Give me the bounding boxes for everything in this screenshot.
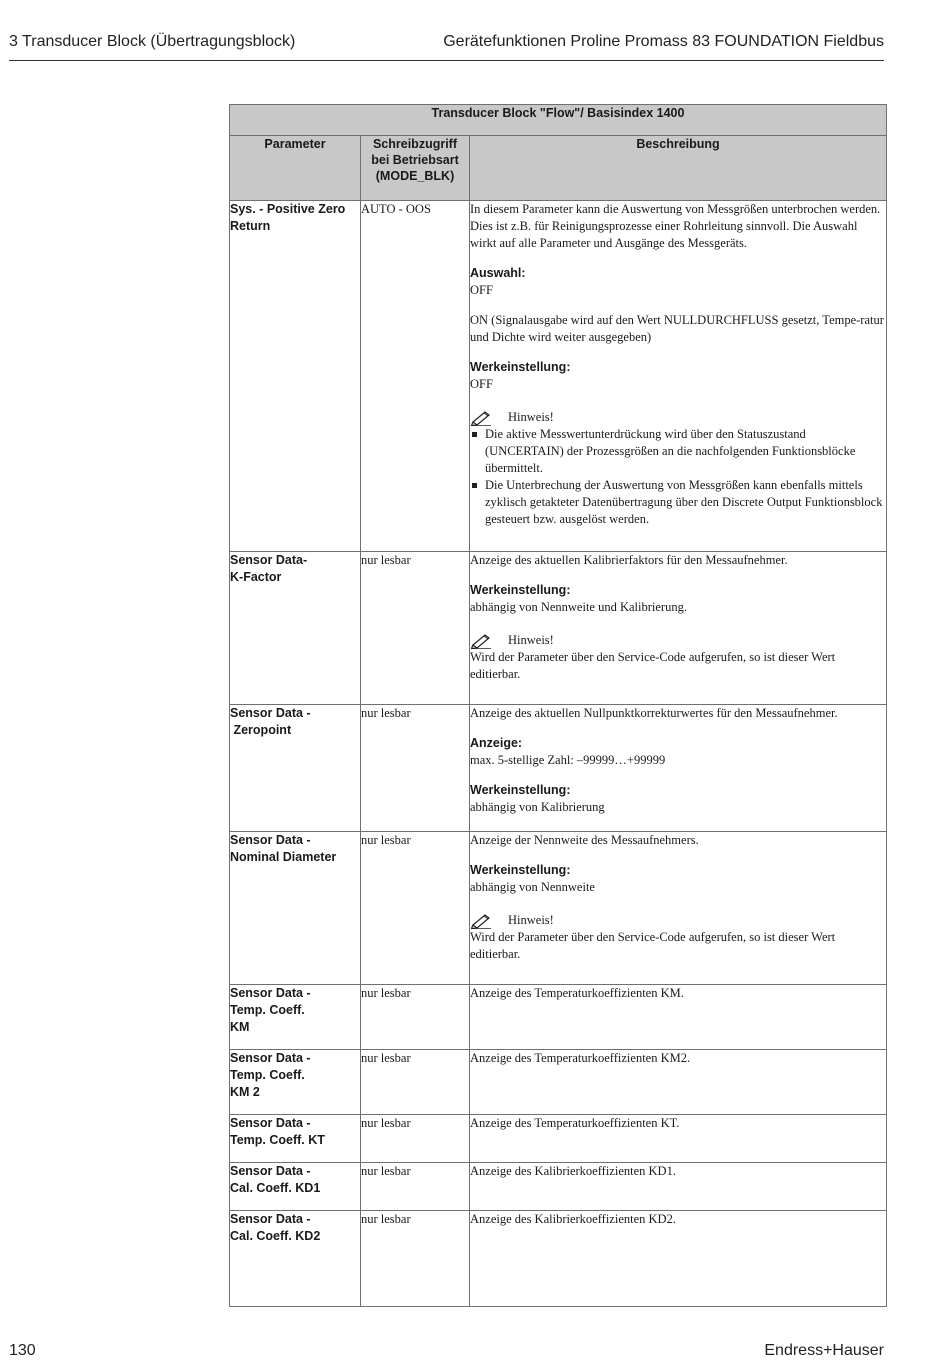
param-cell [230, 985, 361, 1050]
param-cell [230, 705, 361, 832]
table-title: Transducer Block "Flow"/ Basisindex 1400 [230, 105, 887, 136]
param-cell [230, 1163, 361, 1211]
description-cell: Anzeige des Temperaturkoeffizienten KT. [470, 1115, 887, 1163]
factory-setting-label: Werkeinstellung: [470, 863, 571, 877]
table-row [230, 1115, 887, 1163]
param-name-line: KM [230, 1020, 250, 1034]
list-item: Die Unterbrechung der Auswertung von Messgrößen kann ebenfalls mittels zyklisch getakteter Datenübertragung über den Discrete Output Funktionsblock gesteuert bzw. ausgelöst werden. [470, 477, 886, 528]
table-row [230, 1211, 887, 1307]
column-header-parameter: Parameter [230, 136, 361, 201]
description-cell [470, 201, 887, 552]
selection-block [470, 265, 886, 299]
selection-option-off: OFF [470, 283, 493, 297]
selection-option-on: ON (Signalausgabe wird auf den Wert NULLDURCHFLUSS gesetzt, Tempe-ratur und Dichte wird weiter ausgegeben) [470, 313, 884, 344]
param-cell [230, 201, 361, 552]
param-name-line: Sensor Data - [230, 1051, 311, 1065]
factory-setting-label: Werkeinstellung: [470, 360, 571, 374]
access-cell: AUTO - OOS [361, 201, 470, 552]
description-text: In diesem Parameter kann die Auswertung von Messgrößen unterbrochen werden. Dies ist z.B. für Reinigungsprozesse einer Rohrleitung sinnvoll. Die Auswahl wirkt auf alle Parameter und Ausgänge des Messgeräts. [470, 202, 881, 250]
param-name-line: KM 2 [230, 1085, 260, 1099]
table-row [230, 705, 887, 832]
param-name-line: Sensor Data - [230, 706, 311, 720]
column-header-access-line: Schreibzugriff [372, 137, 458, 151]
description-cell: Anzeige des Kalibrierkoeffizienten KD1. [470, 1163, 887, 1211]
access-cell: nur lesbar [361, 832, 470, 985]
param-cell [230, 1211, 361, 1307]
factory-setting-block [470, 359, 886, 393]
header-divider [9, 60, 884, 61]
access-cell: nur lesbar [361, 1211, 470, 1307]
running-header-title: Gerätefunktionen Proline Promass 83 FOUNDATION Fieldbus [443, 33, 884, 50]
factory-setting-value: abhängig von Nennweite und Kalibrierung. [470, 600, 687, 614]
factory-setting-value: abhängig von Kalibrierung [470, 800, 605, 814]
column-header-access [361, 136, 470, 201]
param-name-line: Nominal Diameter [230, 850, 337, 864]
table-row [230, 201, 887, 552]
param-name-line: Temp. Coeff. [230, 1003, 305, 1017]
access-cell: nur lesbar [361, 552, 470, 705]
column-header-description: Beschreibung [470, 136, 887, 201]
display-block [470, 735, 886, 769]
description-cell [470, 832, 887, 985]
table-row [230, 552, 887, 705]
table-row [230, 832, 887, 985]
access-cell: nur lesbar [361, 1115, 470, 1163]
column-header-access-line: (MODE_BLK) [375, 169, 455, 183]
description-cell: Anzeige des Temperaturkoeffizienten KM2. [470, 1050, 887, 1115]
list-item: Die aktive Messwertunterdrückung wird über den Statuszustand (UNCERTAIN) der Prozessgrößen an die nachfolgenden Funktionsblöcke übermittelt. [470, 426, 886, 477]
param-cell [230, 1115, 361, 1163]
description-cell [470, 552, 887, 705]
description-cell: Anzeige des Kalibrierkoeffizienten KD2. [470, 1211, 887, 1307]
factory-setting-label: Werkeinstellung: [470, 583, 571, 597]
param-name-line: Sensor Data - [230, 833, 311, 847]
brand-name: Endress+Hauser [764, 1342, 884, 1359]
note-heading [470, 632, 886, 649]
description-cell: Anzeige des Temperaturkoeffizienten KM. [470, 985, 887, 1050]
column-header-access-line: bei Betriebsart [371, 153, 459, 167]
param-name-line: Sensor Data - [230, 1116, 311, 1130]
factory-setting-value: abhängig von Nennweite [470, 880, 595, 894]
note-heading [470, 912, 886, 929]
access-cell: nur lesbar [361, 1050, 470, 1115]
factory-setting-value: OFF [470, 377, 493, 391]
pencil-note-icon [470, 913, 492, 929]
table-row [230, 1050, 887, 1115]
param-cell [230, 1050, 361, 1115]
param-name-line: Return [230, 219, 271, 233]
param-name-line: Zeropoint [230, 723, 292, 737]
factory-setting-label: Werkeinstellung: [470, 783, 571, 797]
pencil-note-icon [470, 633, 492, 649]
pencil-note-icon [470, 410, 492, 426]
note-label: Hinweis! [508, 410, 554, 424]
param-name-line: Sensor Data - [230, 986, 311, 1000]
description-text: Anzeige des aktuellen Nullpunktkorrekturwertes für den Messaufnehmer. [470, 706, 838, 720]
param-name-line: Temp. Coeff. [230, 1068, 305, 1082]
factory-setting-block [470, 582, 886, 616]
param-name-line: Sensor Data- [230, 553, 308, 567]
note-heading [470, 409, 886, 426]
access-cell: nur lesbar [361, 705, 470, 832]
table-row [230, 985, 887, 1050]
param-name-line: Sys. - Positive Zero [230, 202, 346, 216]
param-name-line: K-Factor [230, 570, 282, 584]
factory-setting-block [470, 782, 886, 816]
param-name-line: Sensor Data - [230, 1164, 311, 1178]
param-cell [230, 552, 361, 705]
note-text: Wird der Parameter über den Service-Code aufgerufen, so ist dieser Wert editierbar. [470, 930, 836, 961]
running-header-chapter: 3 Transducer Block (Übertragungsblock) [9, 33, 296, 50]
note-bullet-list [470, 426, 886, 528]
note-label: Hinweis! [508, 633, 554, 647]
note-label: Hinweis! [508, 913, 554, 927]
table-row [230, 1163, 887, 1211]
note-text: Wird der Parameter über den Service-Code aufgerufen, so ist dieser Wert editierbar. [470, 650, 836, 681]
param-name-line: Temp. Coeff. KT [230, 1133, 325, 1147]
access-cell: nur lesbar [361, 1163, 470, 1211]
display-label: Anzeige: [470, 736, 523, 750]
selection-label: Auswahl: [470, 266, 526, 280]
transducer-block-table [229, 104, 887, 1307]
display-value: max. 5-stellige Zahl: –99999…+99999 [470, 753, 666, 767]
param-cell [230, 832, 361, 985]
description-text: Anzeige der Nennweite des Messaufnehmers. [470, 833, 699, 847]
param-name-line: Cal. Coeff. KD2 [230, 1229, 321, 1243]
description-text: Anzeige des aktuellen Kalibrierfaktors für den Messaufnehmer. [470, 553, 788, 567]
factory-setting-block [470, 862, 886, 896]
access-cell: nur lesbar [361, 985, 470, 1050]
page-number: 130 [9, 1342, 36, 1359]
param-name-line: Cal. Coeff. KD1 [230, 1181, 321, 1195]
param-name-line: Sensor Data - [230, 1212, 311, 1226]
description-cell [470, 705, 887, 832]
